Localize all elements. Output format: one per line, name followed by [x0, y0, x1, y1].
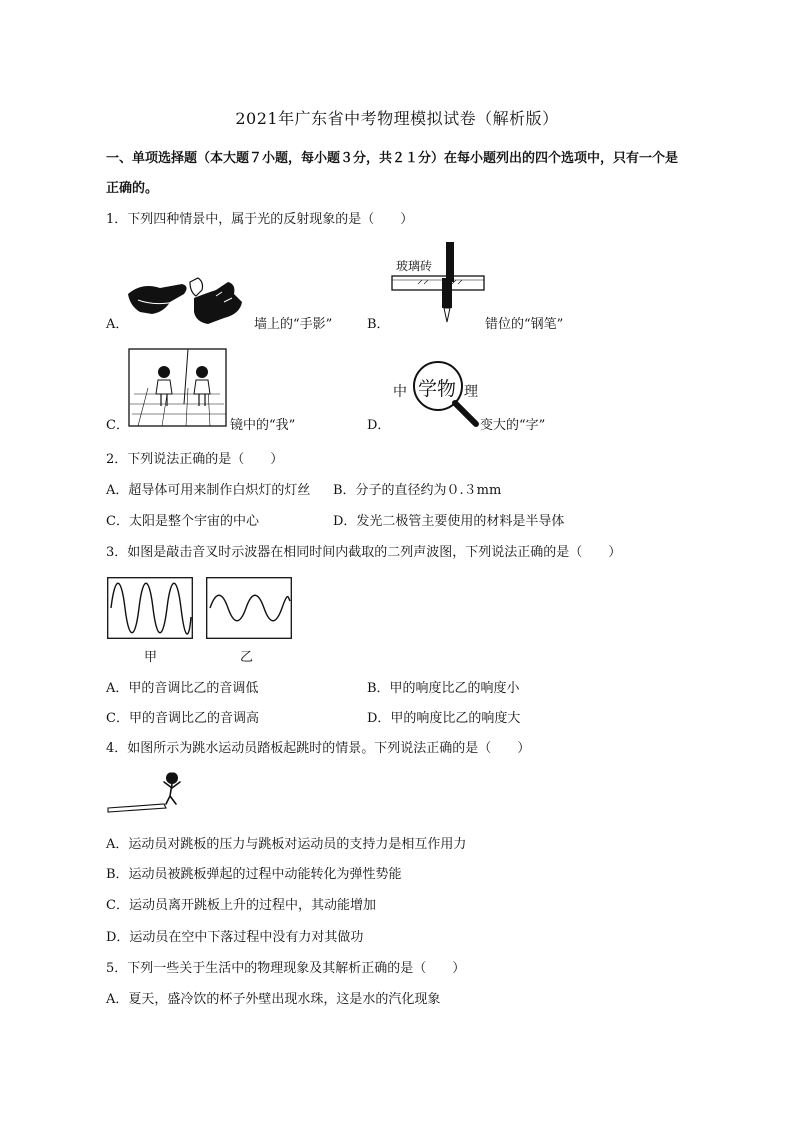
hand-shadow-figure: [124, 272, 254, 330]
page-title: 2021年广东省中考物理模拟试卷（解析版）: [235, 109, 559, 128]
q2-option-d: D．发光二极管主要使用的材料是半导体: [333, 514, 565, 529]
q3-stem: 3．如图是敲击音叉时示波器在相同时间内截取的二列声波图，下列说法正确的是（ ）: [106, 545, 622, 560]
q2-option-b: B．分子的直径约为０.３mm: [333, 483, 502, 498]
waveform-yi: [206, 577, 292, 639]
q1-option-a-text: 墙上的“手影”: [254, 317, 333, 332]
q1-option-c-text: 镜中的“我”: [230, 418, 296, 433]
q1-option-a-letter: A．: [106, 317, 129, 332]
q1-option-c-letter: C．: [106, 418, 129, 433]
q5-stem: 5．下列一些关于生活中的物理现象及其解析正确的是（ ）: [106, 961, 466, 976]
q3-option-a: A．甲的音调比乙的音调低: [106, 681, 259, 696]
section-heading: 一、单项选择题（本大题７小题，每小题３分，共２１分）在每小题列出的四个选项中，只有一个是: [106, 151, 679, 166]
q2-stem: 2．下列说法正确的是（ ）: [106, 452, 284, 467]
q2-option-a: A．超导体可用来制作白炽灯的灯丝: [106, 483, 311, 498]
q3-option-d: D．甲的响度比乙的响度大: [367, 711, 521, 726]
q1-option-b-text: 错位的“钢笔”: [485, 317, 564, 332]
q4-option-a: A．运动员对跳板的压力与跳板对运动员的支持力是相互作用力: [106, 837, 467, 852]
q4-stem: 4．如图所示为跳水运动员踏板起跳时的情景。下列说法正确的是（ ）: [106, 741, 531, 756]
pen-glass-figure: [388, 240, 488, 328]
q1-option-b-letter: B．: [367, 317, 390, 332]
magnifier-char-mid: 学物: [418, 378, 457, 400]
q4-option-c: C．运动员离开跳板上升的过程中，其动能增加: [106, 898, 376, 913]
q1-option-d-letter: D．: [367, 418, 391, 433]
magnifier-char-left: 中: [393, 384, 407, 400]
waveform-jia: [107, 577, 193, 639]
q4-option-d: D．运动员在空中下落过程中没有力对其做功: [106, 930, 364, 945]
waveform-label-yi: 乙: [240, 650, 254, 665]
mirror-figure: [128, 348, 228, 428]
waveform-label-jia: 甲: [144, 650, 158, 665]
magnifier-char-right: 理: [464, 384, 478, 400]
q5-option-a: A．夏天，盛冷饮的杯子外壁出现水珠，这是水的汽化现象: [106, 992, 441, 1007]
q3-option-b: B．甲的响度比乙的响度小: [367, 681, 520, 696]
glass-brick-label: 玻璃砖: [396, 259, 433, 273]
diver-figure: [106, 770, 190, 816]
q1-option-d-text: 变大的“字”: [480, 418, 546, 433]
q2-option-c: C．太阳是整个宇宙的中心: [106, 514, 259, 529]
q1-stem: 1．下列四种情景中，属于光的反射现象的是（ ）: [106, 212, 414, 227]
q4-option-b: B．运动员被跳板弹起的过程中动能转化为弹性势能: [106, 867, 402, 882]
section-heading-cont: 正确的。: [106, 181, 159, 196]
q3-option-c: C．甲的音调比乙的音调高: [106, 711, 259, 726]
